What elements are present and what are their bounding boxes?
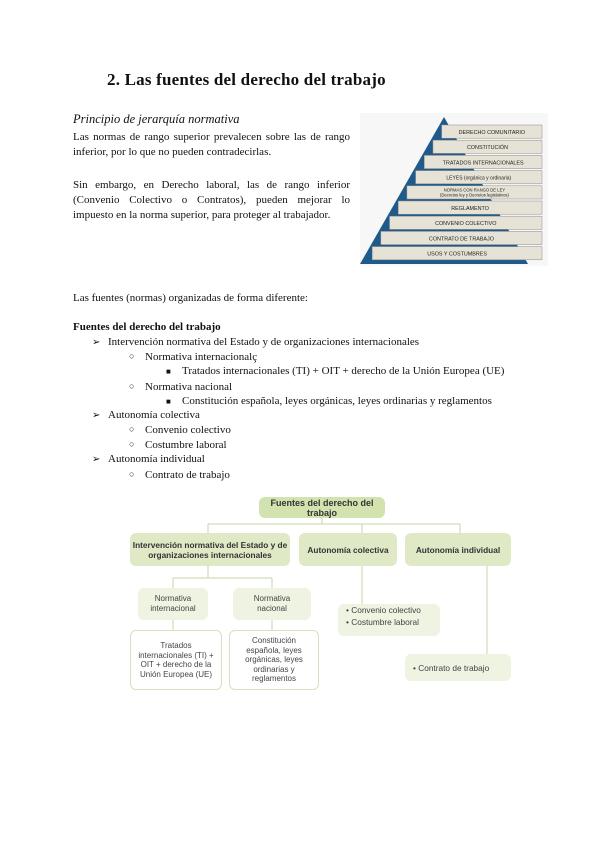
- diagram-node-tratados: Tratados internacionales (TI) + OIT + derecho de la Unión Europea (UE): [130, 630, 222, 690]
- square-bullet-icon: ■: [166, 397, 171, 406]
- circle-bullet-icon: ○: [129, 424, 135, 434]
- diagram-node-colectiva-list: [338, 604, 440, 636]
- hierarchy-pyramid-image: [360, 113, 548, 266]
- list-item-tratados: Tratados internacionales (TI) + OIT + derecho de la Unión Europea (UE): [182, 365, 505, 377]
- arrow-bullet-icon: ➢: [92, 454, 101, 465]
- pyramid-level-label: REGLAMENTO: [451, 206, 489, 212]
- sources-diagram: [126, 494, 518, 700]
- list-title: Fuentes del derecho del trabajo: [73, 321, 221, 333]
- pyramid-level-label: NORMAS CON RANGO DE LEY (Decretos ley y Decretos legislativos): [440, 187, 509, 198]
- pyramid-level-label: CONVENIO COLECTIVO: [435, 221, 497, 228]
- list-item-estado: Intervención normativa del Estado y de organizaciones internacionales: [108, 336, 420, 348]
- circle-bullet-icon: ○: [129, 469, 135, 479]
- subheading: Principio de jerarquía normativa: [73, 112, 240, 126]
- list-item-nacional: Normativa nacional: [145, 381, 233, 393]
- list-item-colectiva: Autonomía colectiva: [108, 409, 200, 421]
- diagram-node-colectiva: Autonomía colectiva: [299, 533, 397, 566]
- list-item-internacional: Normativa internacionalç: [145, 351, 258, 363]
- arrow-bullet-icon: ➢: [92, 337, 101, 348]
- square-bullet-icon: ■: [166, 367, 171, 376]
- list-item-constitucion: Constitución española, leyes orgánicas, leyes ordinarias y reglamentos: [182, 395, 492, 407]
- circle-bullet-icon: ○: [129, 381, 135, 391]
- section-title: 2. Las fuentes del derecho del trabajo: [107, 70, 386, 89]
- pyramid-level-label: CONTRATO DE TRABAJO: [428, 236, 494, 243]
- diagram-node-constitucion: Constitución española, leyes orgánicas, leyes ordinarias y reglamentos: [229, 630, 319, 690]
- pyramid-level-label: TRATADOS INTERNACIONALES: [442, 160, 524, 167]
- circle-bullet-icon: ○: [129, 439, 135, 449]
- list-item-costumbre: Costumbre laboral: [145, 439, 227, 451]
- diagram-node-individual: Autonomía individual: [405, 533, 511, 566]
- diagram-item-costumbre: • Costumbre laboral: [346, 617, 419, 627]
- list-item-convenio: Convenio colectivo: [145, 424, 231, 436]
- pyramid-level-label: USOS Y COSTUMBRES: [427, 251, 487, 258]
- pyramid-svg: [360, 113, 548, 266]
- intro-text: Las fuentes (normas) organizadas de forma diferente:: [73, 292, 308, 304]
- diagram-root-node: Fuentes del derecho del trabajo: [259, 497, 385, 518]
- paragraph-hierarchy: Las normas de rango superior prevalecen sobre las de rango inferior, por lo que no pueden contradecirlas.: [73, 131, 350, 158]
- diagram-item-convenio: • Convenio colectivo: [346, 605, 421, 615]
- arrow-bullet-icon: ➢: [92, 410, 101, 421]
- pyramid-level-label: CONSTITUCIÓN: [466, 145, 509, 152]
- circle-bullet-icon: ○: [129, 351, 135, 361]
- paragraph-labor-law: Sin embargo, en Derecho laboral, las de rango inferior (Convenio Colectivo o Contratos), pueden mejorar lo impuesto en la norma superior, para proteger al trabajador.: [73, 179, 350, 221]
- pyramid-level-label: LEYES (orgánica y ordinaria): [446, 175, 512, 182]
- pyramid-level-label: DERECHO COMUNITARIO: [458, 130, 526, 136]
- list-item-individual: Autonomía individual: [108, 453, 205, 465]
- diagram-node-contrato: • Contrato de trabajo: [405, 654, 511, 681]
- diagram-node-nacional: Normativa nacional: [233, 588, 311, 620]
- diagram-node-estado: Intervención normativa del Estado y de organizaciones internacionales: [130, 533, 290, 566]
- diagram-node-internacional: Normativa internacional: [138, 588, 208, 620]
- list-item-contrato: Contrato de trabajo: [145, 469, 230, 481]
